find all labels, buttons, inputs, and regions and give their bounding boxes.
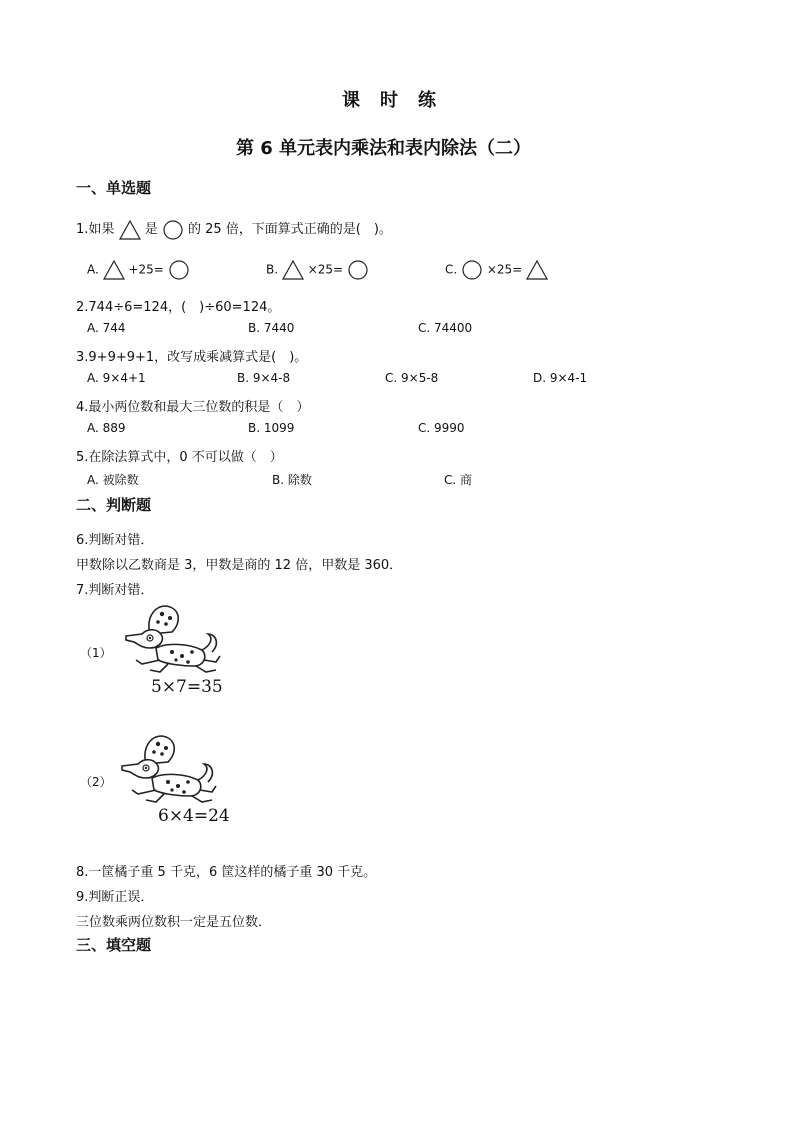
- question-8: 8.一筐橘子重 5 千克，6 筐这样的橘子重 30 千克。: [76, 865, 377, 880]
- circle-icon: [461, 260, 483, 280]
- question-9: 9.判断正误．: [76, 890, 154, 905]
- question-1-prefix: 1.如果: [76, 222, 115, 237]
- section-heading-single-choice: 一、单选题: [76, 179, 152, 197]
- triangle-icon: [119, 220, 141, 240]
- question-3-option-b[interactable]: B. 9×4-8: [237, 371, 291, 385]
- section-heading-fill-in: 三、填空题: [76, 936, 152, 954]
- page-subtitle: 第 6 单元表内乘法和表内除法（二）: [236, 138, 532, 159]
- question-2: 2.744÷6=124，( )÷60=124。: [76, 300, 281, 315]
- question-1-rest: 的 25 倍，下面算式正确的是( )。: [187, 222, 392, 237]
- question-6-statement: 甲数除以乙数商是 3，甲数是商的 12 倍，甲数是 360．: [76, 558, 403, 573]
- question-9-statement: 三位数乘两位数积一定是五位数．: [76, 915, 272, 930]
- triangle-icon: [282, 260, 304, 280]
- option-b-operation: ×25=: [307, 262, 344, 277]
- running-dog-illustration-1: [120, 604, 224, 676]
- triangle-icon: [103, 260, 125, 280]
- page-title: 课 时 练: [342, 90, 437, 111]
- question-1-is: 是: [144, 222, 158, 237]
- option-a-label: A.: [87, 262, 99, 277]
- question-6: 6.判断对错．: [76, 533, 154, 548]
- question-4: 4.最小两位数和最大三位数的积是（ ）: [76, 400, 310, 415]
- circle-icon: [347, 260, 369, 280]
- question-5-option-a[interactable]: A. 被除数: [87, 473, 139, 487]
- option-c-operation: ×25=: [486, 262, 523, 277]
- question-1-option-b[interactable]: [266, 260, 369, 280]
- question-1-option-c[interactable]: [445, 260, 548, 280]
- question-4-option-b[interactable]: B. 1099: [248, 421, 295, 435]
- question-7-part-2-label: （2）: [80, 775, 112, 789]
- question-7-part-2-equation: 6×4=24: [158, 806, 230, 826]
- question-5-option-b[interactable]: B. 除数: [272, 473, 312, 487]
- question-5: 5.在除法算式中，0 不可以做（ ）: [76, 450, 283, 465]
- question-7-part-1-equation: 5×7=35: [151, 677, 223, 697]
- question-7-part-1-label: （1）: [80, 646, 112, 660]
- question-2-option-b[interactable]: B. 7440: [248, 321, 295, 335]
- circle-icon: [168, 260, 190, 280]
- question-1: [76, 218, 392, 240]
- triangle-icon: [526, 260, 548, 280]
- question-1-option-a[interactable]: [87, 260, 190, 280]
- option-b-label: B.: [266, 262, 279, 277]
- question-7: 7.判断对错．: [76, 583, 154, 598]
- option-c-label: C.: [445, 262, 458, 277]
- question-4-option-c[interactable]: C. 9990: [418, 421, 465, 435]
- question-2-option-a[interactable]: A. 744: [87, 321, 126, 335]
- section-heading-true-false: 二、判断题: [76, 496, 152, 514]
- question-2-option-c[interactable]: C. 74400: [418, 321, 473, 335]
- question-3: 3.9+9+9+1，改写成乘减算式是( )。: [76, 350, 308, 365]
- circle-icon: [162, 220, 184, 240]
- question-5-option-c[interactable]: C. 商: [444, 473, 473, 487]
- running-dog-illustration-2: [116, 734, 220, 806]
- option-a-operation: +25=: [128, 262, 164, 277]
- question-3-option-a[interactable]: A. 9×4+1: [87, 371, 146, 385]
- question-4-option-a[interactable]: A. 889: [87, 421, 126, 435]
- question-3-option-c[interactable]: C. 9×5-8: [385, 371, 439, 385]
- question-3-option-d[interactable]: D. 9×4-1: [533, 371, 588, 385]
